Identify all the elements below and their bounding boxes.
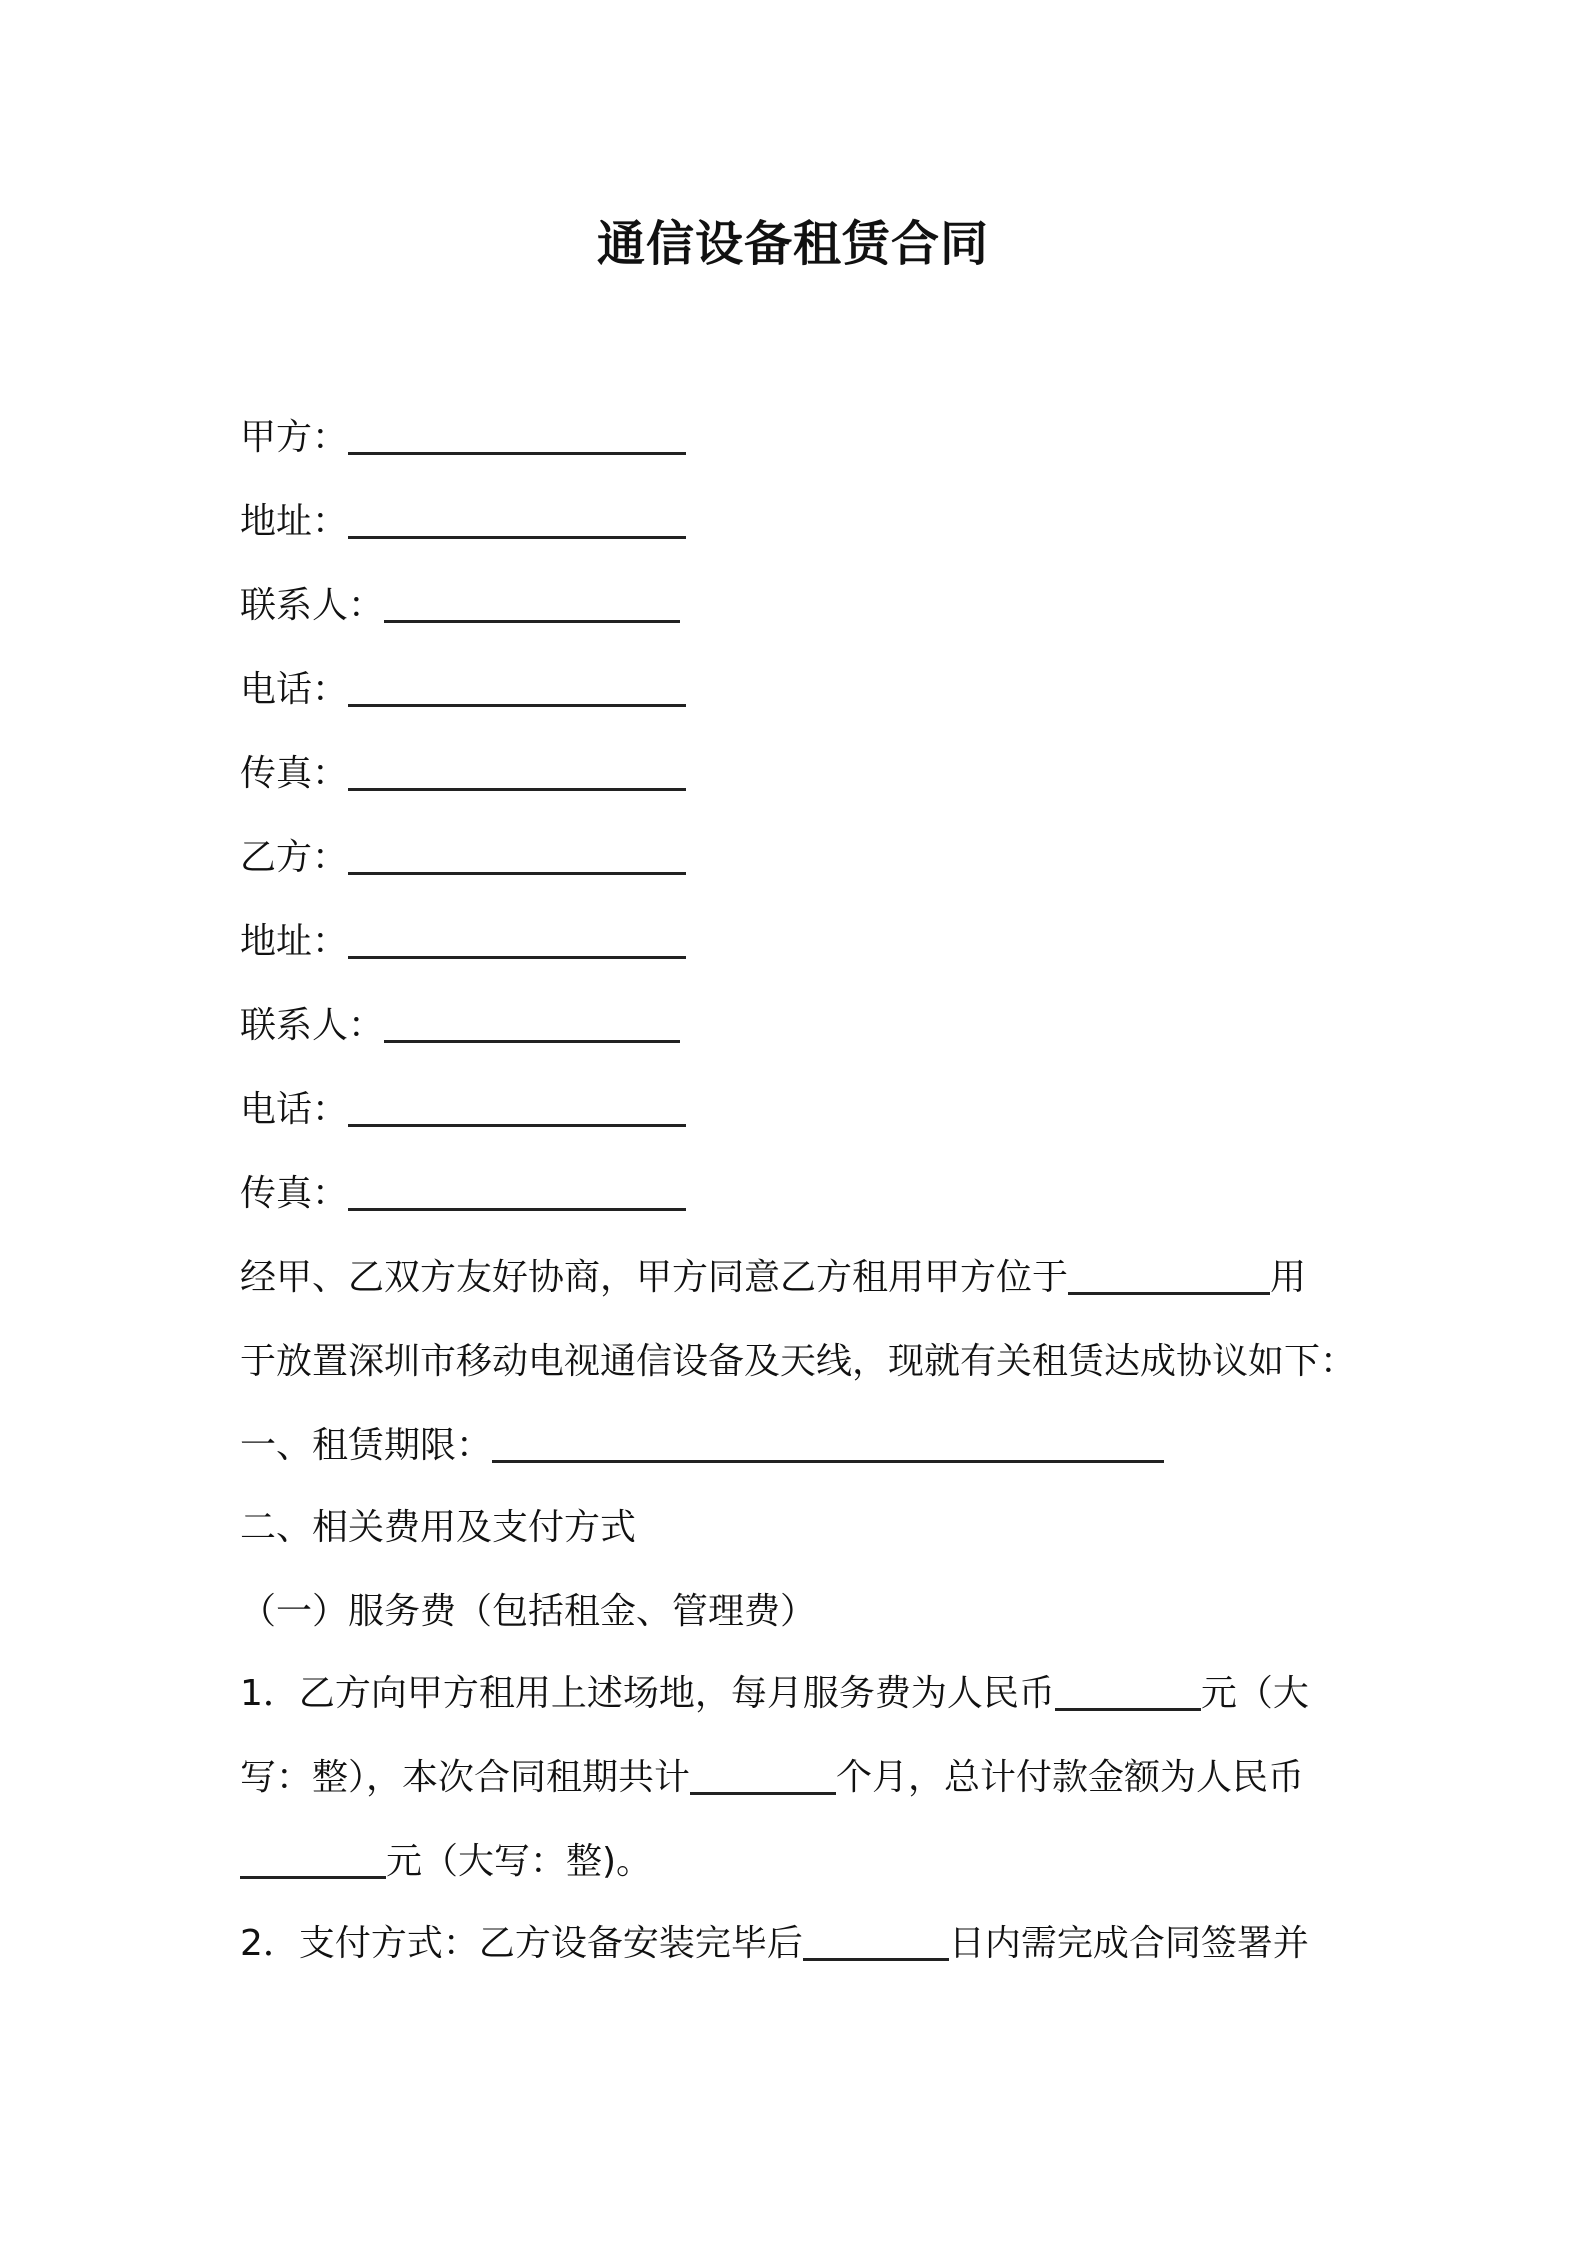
party-b-contact-blank[interactable]: [384, 1006, 680, 1043]
section-2-heading-text: 二、相关费用及支付方式: [240, 1507, 637, 1548]
section-2-sub-1: [240, 1586, 1380, 1638]
party-b-fax-label: 传真：: [240, 1173, 349, 1214]
item-1-line-3-after: 元（大写：整)。: [386, 1841, 653, 1882]
party-a-label: 甲方：: [240, 417, 349, 458]
party-a-fax-label: 传真：: [240, 753, 349, 794]
party-b-address-label: 地址：: [240, 921, 349, 962]
section-2-sub-1-text: （一）服务费（包括租金、管理费）: [240, 1591, 817, 1632]
item-2-line-1-after: 日内需完成合同签署并: [948, 1923, 1309, 1964]
party-a-contact-blank[interactable]: [384, 586, 680, 623]
party-b-fax-line: [240, 1168, 1380, 1220]
party-b-phone-label: 电话：: [240, 1089, 349, 1130]
party-b-blank[interactable]: [348, 838, 686, 875]
party-a-contact-line: [240, 580, 1380, 632]
intro-line-1-after: 用: [1270, 1257, 1307, 1298]
party-a-fax-blank[interactable]: [348, 754, 686, 791]
item-1-line-1-before: 1．乙方向甲方租用上述场地，每月服务费为人民币: [240, 1673, 1055, 1714]
party-a-line: [240, 412, 1380, 464]
section-1-line: [240, 1420, 1380, 1472]
monthly-fee-blank[interactable]: [1055, 1674, 1201, 1711]
party-a-contact-label: 联系人：: [240, 585, 385, 626]
party-b-contact-line: [240, 1000, 1380, 1052]
intro-line-2: [240, 1336, 1380, 1388]
location-blank[interactable]: [1068, 1258, 1270, 1295]
item-1-line-2-before: 写：整），本次合同租期共计: [240, 1757, 691, 1798]
party-a-blank[interactable]: [348, 418, 686, 455]
lease-months-blank[interactable]: [690, 1758, 836, 1795]
party-a-phone-blank[interactable]: [348, 670, 686, 707]
section-1-label: 一、租赁期限：: [240, 1425, 493, 1466]
party-b-contact-label: 联系人：: [240, 1005, 385, 1046]
party-b-phone-blank[interactable]: [348, 1090, 686, 1127]
lease-term-blank[interactable]: [492, 1426, 1164, 1463]
intro-line-1-before: 经甲、乙双方友好协商，甲方同意乙方租用甲方位于: [240, 1257, 1069, 1298]
item-1-line-1: [240, 1668, 1380, 1720]
party-a-phone-line: [240, 664, 1380, 716]
intro-line-1: [240, 1252, 1380, 1304]
item-1-line-2: [240, 1752, 1380, 1804]
party-b-label: 乙方：: [240, 837, 349, 878]
intro-line-2-text: 于放置深圳市移动电视通信设备及天线，现就有关租赁达成协议如下：: [240, 1341, 1357, 1382]
party-b-fax-blank[interactable]: [348, 1174, 686, 1211]
item-1-line-1-after: 元（大: [1200, 1673, 1309, 1714]
party-b-address-blank[interactable]: [348, 922, 686, 959]
party-a-phone-label: 电话：: [240, 669, 349, 710]
party-a-address-line: [240, 496, 1380, 548]
total-amount-blank[interactable]: [240, 1842, 386, 1879]
party-a-fax-line: [240, 748, 1380, 800]
item-1-line-3: [240, 1836, 1380, 1888]
item-2-line-1: [240, 1918, 1380, 1970]
contract-title: 通信设备租赁合同: [596, 216, 989, 272]
item-1-line-2-after: 个月，总计付款金额为人民币: [836, 1757, 1305, 1798]
party-b-line: [240, 832, 1380, 884]
item-2-line-1-before: 2．支付方式：乙方设备安装完毕后: [240, 1923, 803, 1964]
section-2-heading: [240, 1502, 1380, 1554]
party-b-phone-line: [240, 1084, 1380, 1136]
party-a-address-blank[interactable]: [348, 502, 686, 539]
signing-days-blank[interactable]: [803, 1924, 949, 1961]
party-b-address-line: [240, 916, 1380, 968]
party-a-address-label: 地址：: [240, 501, 349, 542]
